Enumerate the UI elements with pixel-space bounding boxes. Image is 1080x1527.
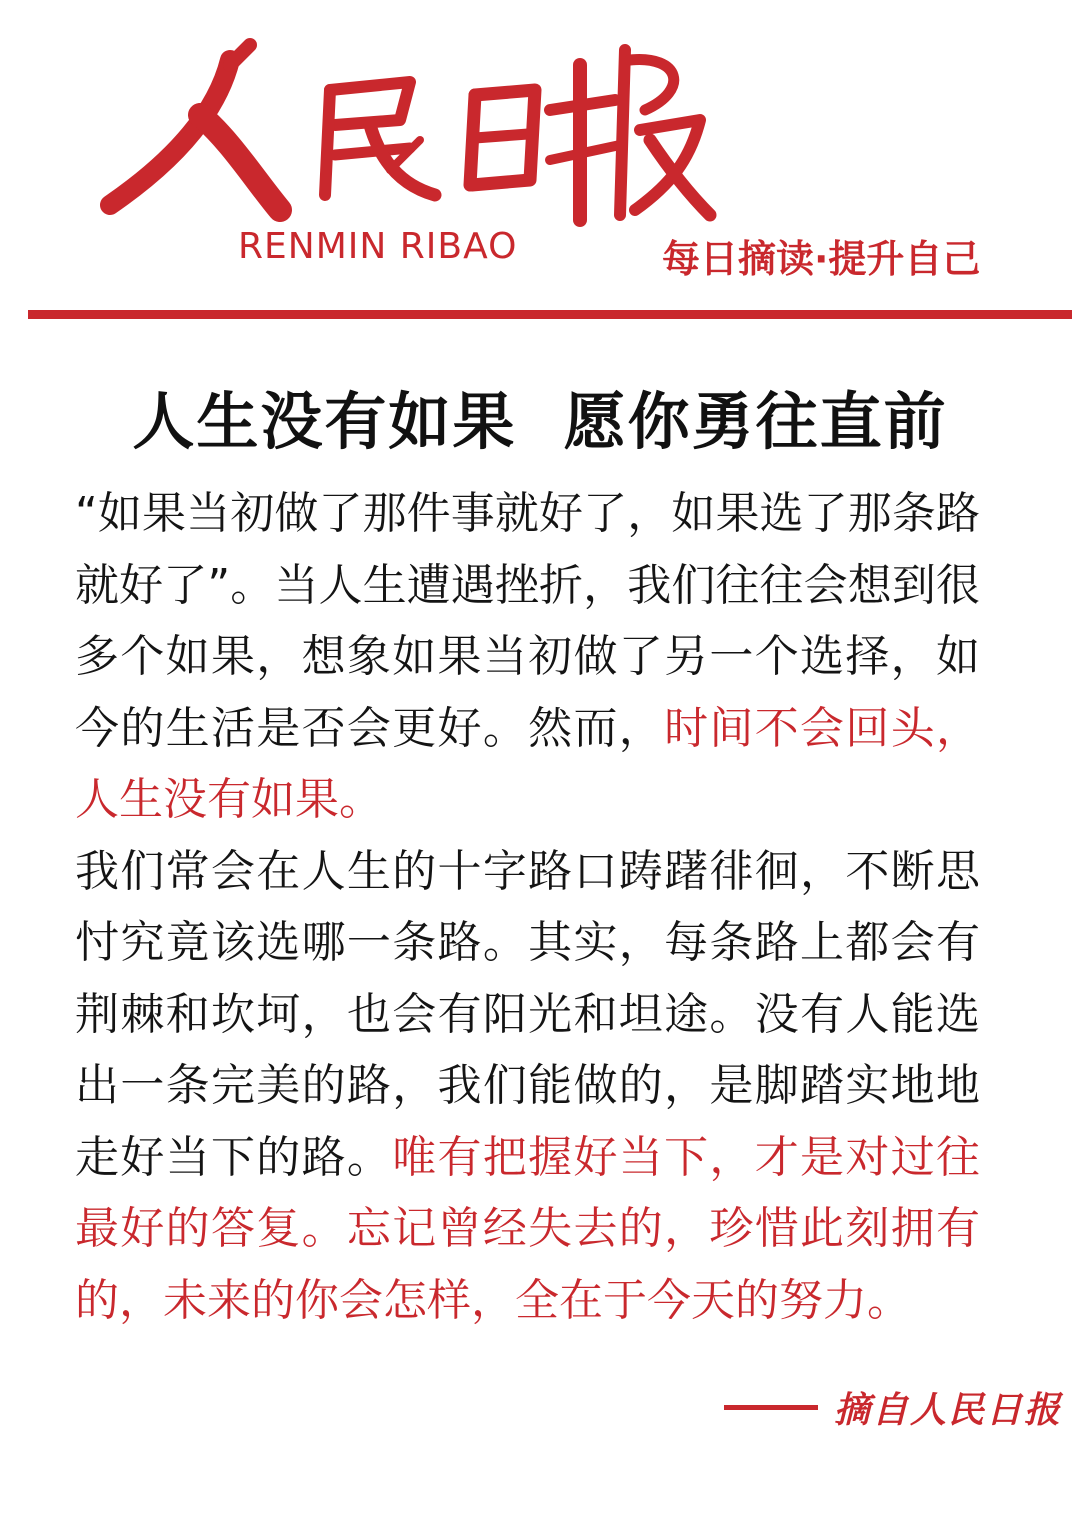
paragraph-text: “如果当初做了那件事就好了，如果选了那条路就好了”。当人生遭遇挫折，我们往往会想到很多个如果，想象如果当初做了另一个选择，如今的生活是否会更好。然而，	[75, 488, 980, 754]
paragraph-text: 我们常会在人生的十字路口踌躇徘徊，不断思忖究竟该选哪一条路。其实，每条路上都会有荆棘和坎坷，也会有阳光和坦途。没有人能选出一条完美的路，我们能做的，是脚踏实地地走好当下的路。	[75, 845, 980, 1183]
signature	[724, 1378, 1063, 1438]
highlight-text: 唯有把握好当下，才是对过往最好的答复。忘记曾经失去的，珍惜此刻拥有的，未来的你会怎样，全在于今天的努力。	[75, 1131, 981, 1326]
article-body	[75, 478, 980, 1336]
article-title: 人生没有如果 愿你勇往直前	[132, 385, 948, 458]
paragraph	[75, 478, 980, 836]
signature-text: 摘自人民日报	[834, 1389, 1063, 1431]
slogan: 每日摘读·提升自己	[662, 237, 981, 281]
pinyin-wordmark: RENMIN RIBAO	[238, 226, 518, 267]
signature-dash	[724, 1405, 818, 1410]
header-divider	[28, 310, 1072, 319]
paragraph	[75, 836, 980, 1337]
masthead	[0, 0, 1080, 330]
renmin-ribao-calligraphy-logo	[80, 20, 720, 240]
highlight-text: 时间不会回头，人生没有如果。	[75, 702, 981, 825]
